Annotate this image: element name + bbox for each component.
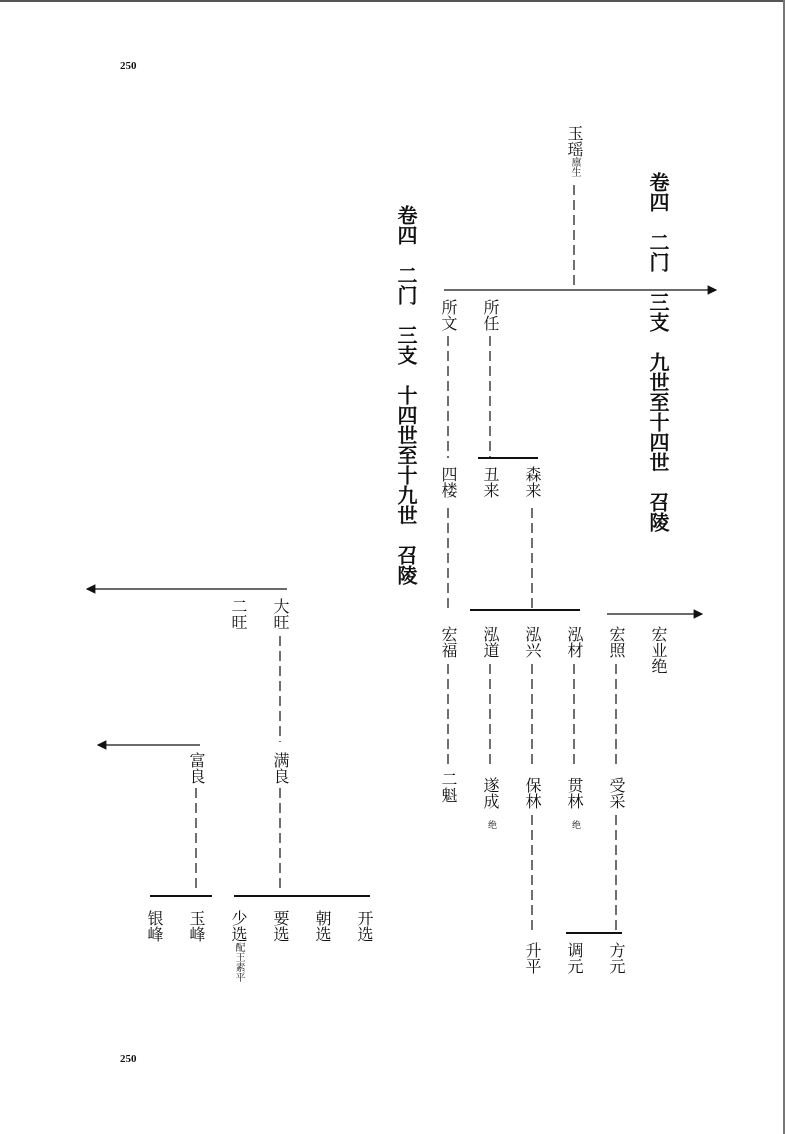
person-yinfeng: 银峰 [145, 910, 164, 942]
page-number-bottom: 250 [120, 1053, 137, 1065]
person-senlai: 森来 [523, 466, 542, 498]
person-fuliang: 富良 [187, 752, 206, 784]
person-tiaoyuan: 调元 [565, 942, 584, 974]
person-guanlin: 贯林 [565, 777, 584, 809]
person-shoucai: 受采 [607, 777, 626, 809]
person-baolin: 保林 [523, 777, 542, 809]
person-hongzhao: 宏照 [607, 626, 626, 658]
person-suowen: 所文 [439, 299, 458, 331]
person-shengping: 升平 [523, 942, 542, 974]
page-number-top: 250 [120, 60, 137, 72]
person-fangyuan: 方元 [607, 942, 626, 974]
person-chaoxuan: 朝选 [313, 910, 332, 942]
person-hongye: 宏业绝 [649, 626, 668, 674]
person-dawang: 大旺 [271, 598, 290, 630]
person-shaoxuan: 少选配王素平 [229, 910, 248, 982]
person-hongfu: 宏福 [439, 626, 458, 658]
person-yufeng: 玉峰 [187, 910, 206, 942]
person-choulai: 丑来 [481, 466, 500, 498]
person-note: 绝 [486, 820, 496, 829]
person-suoren: 所任 [481, 299, 500, 331]
person-yuyao: 玉瑶廪生 [565, 125, 584, 177]
person-hongcai: 泓材 [565, 626, 584, 658]
person-hongdao: 泓道 [481, 626, 500, 658]
person-note: 廪生 [569, 157, 580, 177]
person-hongxing: 泓兴 [523, 626, 542, 658]
title-right: 卷四 二门 三支 九世至十四世 召陵 [646, 172, 670, 532]
person-erwang: 二旺 [229, 598, 248, 630]
person-note: 配王素平 [233, 942, 244, 982]
title-left: 卷四 二门 三支 十四世至十九世 召陵 [394, 205, 418, 585]
person-silou: 四楼 [439, 466, 458, 498]
person-erkui: 二魁 [439, 771, 458, 803]
person-note: 绝 [570, 820, 580, 829]
person-yaoxuan: 要选 [271, 910, 290, 942]
person-suicheng: 遂成 [481, 777, 500, 809]
person-kaixuan: 开选 [355, 910, 374, 942]
person-manliang: 满良 [271, 752, 290, 784]
